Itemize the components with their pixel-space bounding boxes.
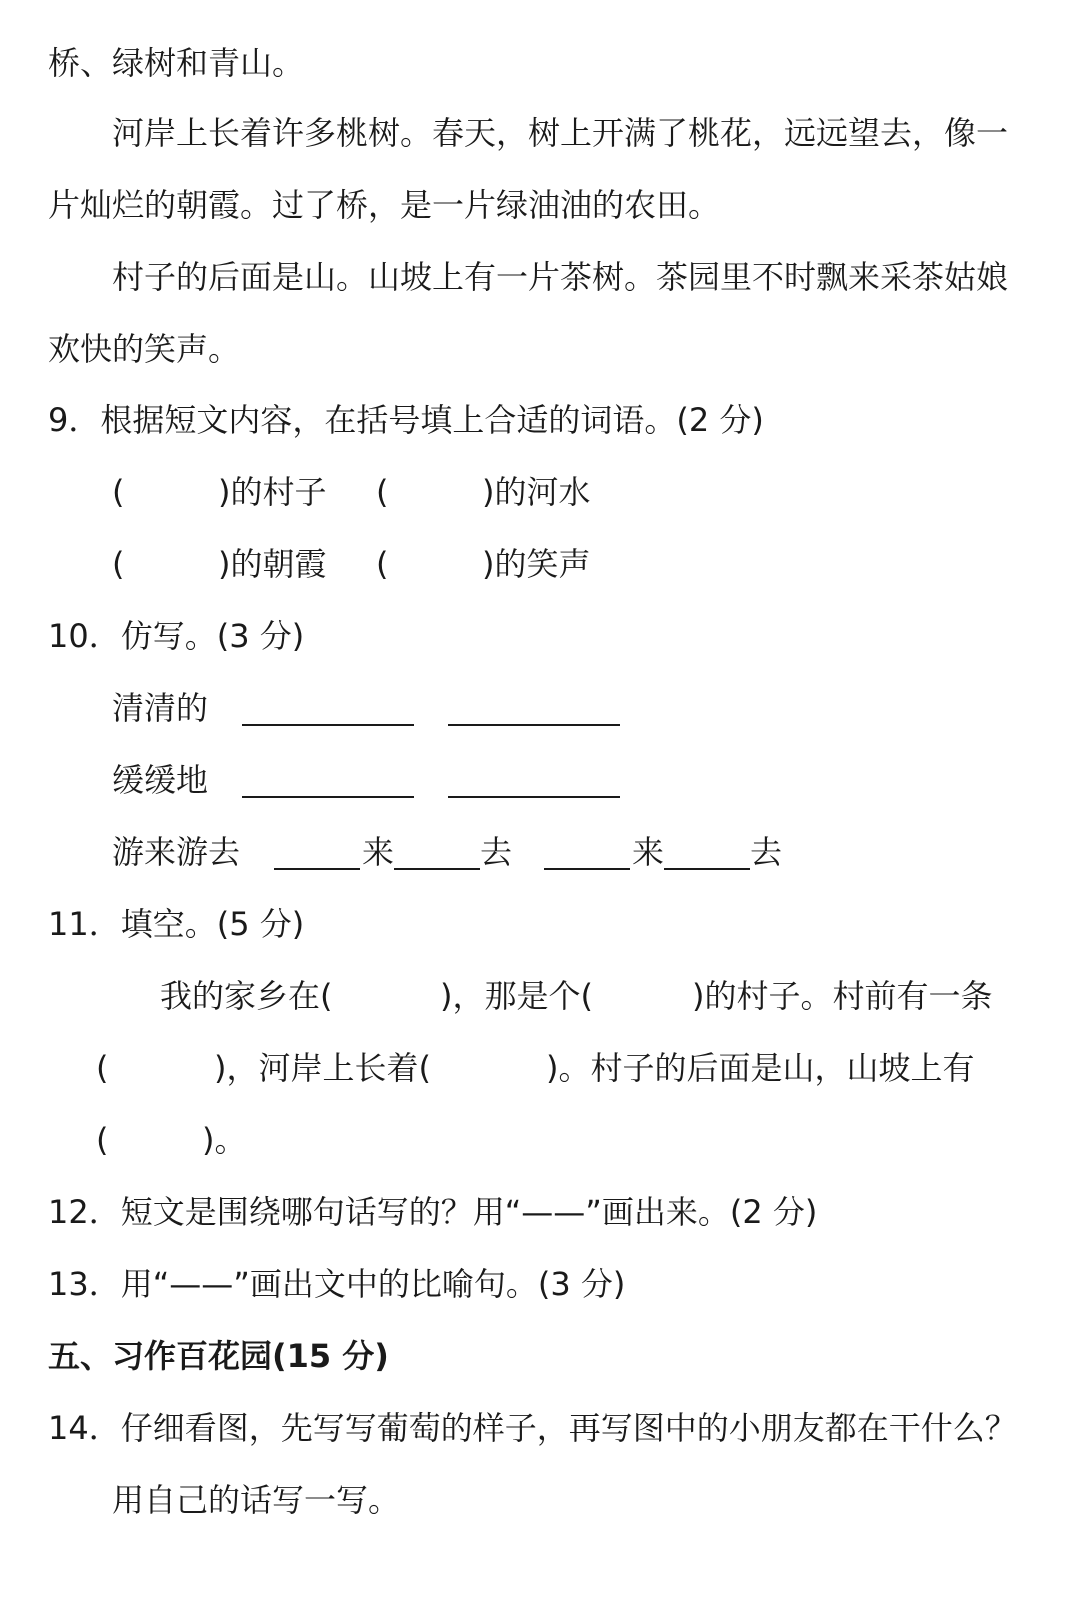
q11-text: ( xyxy=(96,1121,109,1159)
question-10-title: 10．仿写。(3 分) xyxy=(48,617,305,655)
qu-char: 去 xyxy=(750,833,783,871)
passage-line: 欢快的笑声。 xyxy=(48,330,241,368)
q10-word: 缓缓地 xyxy=(112,761,209,799)
question-11-title: 11．填空。(5 分) xyxy=(48,905,305,943)
question-14-title: 14．仔细看图，先写写葡萄的样子，再写图中的小朋友都在干什么？ xyxy=(48,1409,1017,1447)
question-12-title: 12．短文是围绕哪句话写的？用“——”画出来。(2 分) xyxy=(48,1193,818,1231)
passage-line: 桥、绿树和青山。 xyxy=(48,44,305,82)
q11-text: )，那是个( xyxy=(440,977,593,1015)
answer-blank[interactable] xyxy=(242,724,414,726)
q11-text: )。 xyxy=(202,1121,247,1159)
q11-text: ( xyxy=(96,1049,109,1087)
q10-word: 清清的 xyxy=(112,689,209,727)
q9-item-suffix: )的村子 xyxy=(218,473,327,511)
lai-char: 来 xyxy=(632,833,665,871)
question-14-line-2: 用自己的话写一写。 xyxy=(112,1481,401,1519)
q9-item-suffix: )的朝霞 xyxy=(218,545,327,583)
answer-blank[interactable] xyxy=(664,868,750,870)
qu-char: 去 xyxy=(480,833,513,871)
answer-blank[interactable] xyxy=(544,868,630,870)
q9-item-suffix: )的笑声 xyxy=(482,545,591,583)
passage-line: 河岸上长着许多桃树。春天，树上开满了桃花，远远望去，像一 xyxy=(112,114,1009,152)
question-9-title: 9．根据短文内容，在括号填上合适的词语。(2 分) xyxy=(48,401,764,439)
q11-text: 我的家乡在( xyxy=(160,977,333,1015)
answer-blank[interactable] xyxy=(448,796,620,798)
lai-char: 来 xyxy=(362,833,395,871)
paren-open: ( xyxy=(112,545,125,583)
q10-word: 游来游去 xyxy=(112,833,241,871)
question-13-title: 13．用“——”画出文中的比喻句。(3 分) xyxy=(48,1265,626,1303)
answer-blank[interactable] xyxy=(394,868,480,870)
passage-line: 村子的后面是山。山坡上有一片茶树。茶园里不时飘来采茶姑娘 xyxy=(112,258,1009,296)
section-5-heading: 五、习作百花园(15 分) xyxy=(48,1337,389,1375)
paren-open: ( xyxy=(376,473,389,511)
q11-text: )的村子。村前有一条 xyxy=(692,977,993,1015)
answer-blank[interactable] xyxy=(274,868,360,870)
paren-open: ( xyxy=(112,473,125,511)
q11-text: )，河岸上长着( xyxy=(214,1049,431,1087)
answer-blank[interactable] xyxy=(242,796,414,798)
q9-item-suffix: )的河水 xyxy=(482,473,591,511)
passage-line: 片灿烂的朝霞。过了桥，是一片绿油油的农田。 xyxy=(48,186,721,224)
answer-blank[interactable] xyxy=(448,724,620,726)
paren-open: ( xyxy=(376,545,389,583)
q11-text: )。村子的后面是山，山坡上有 xyxy=(546,1049,975,1087)
